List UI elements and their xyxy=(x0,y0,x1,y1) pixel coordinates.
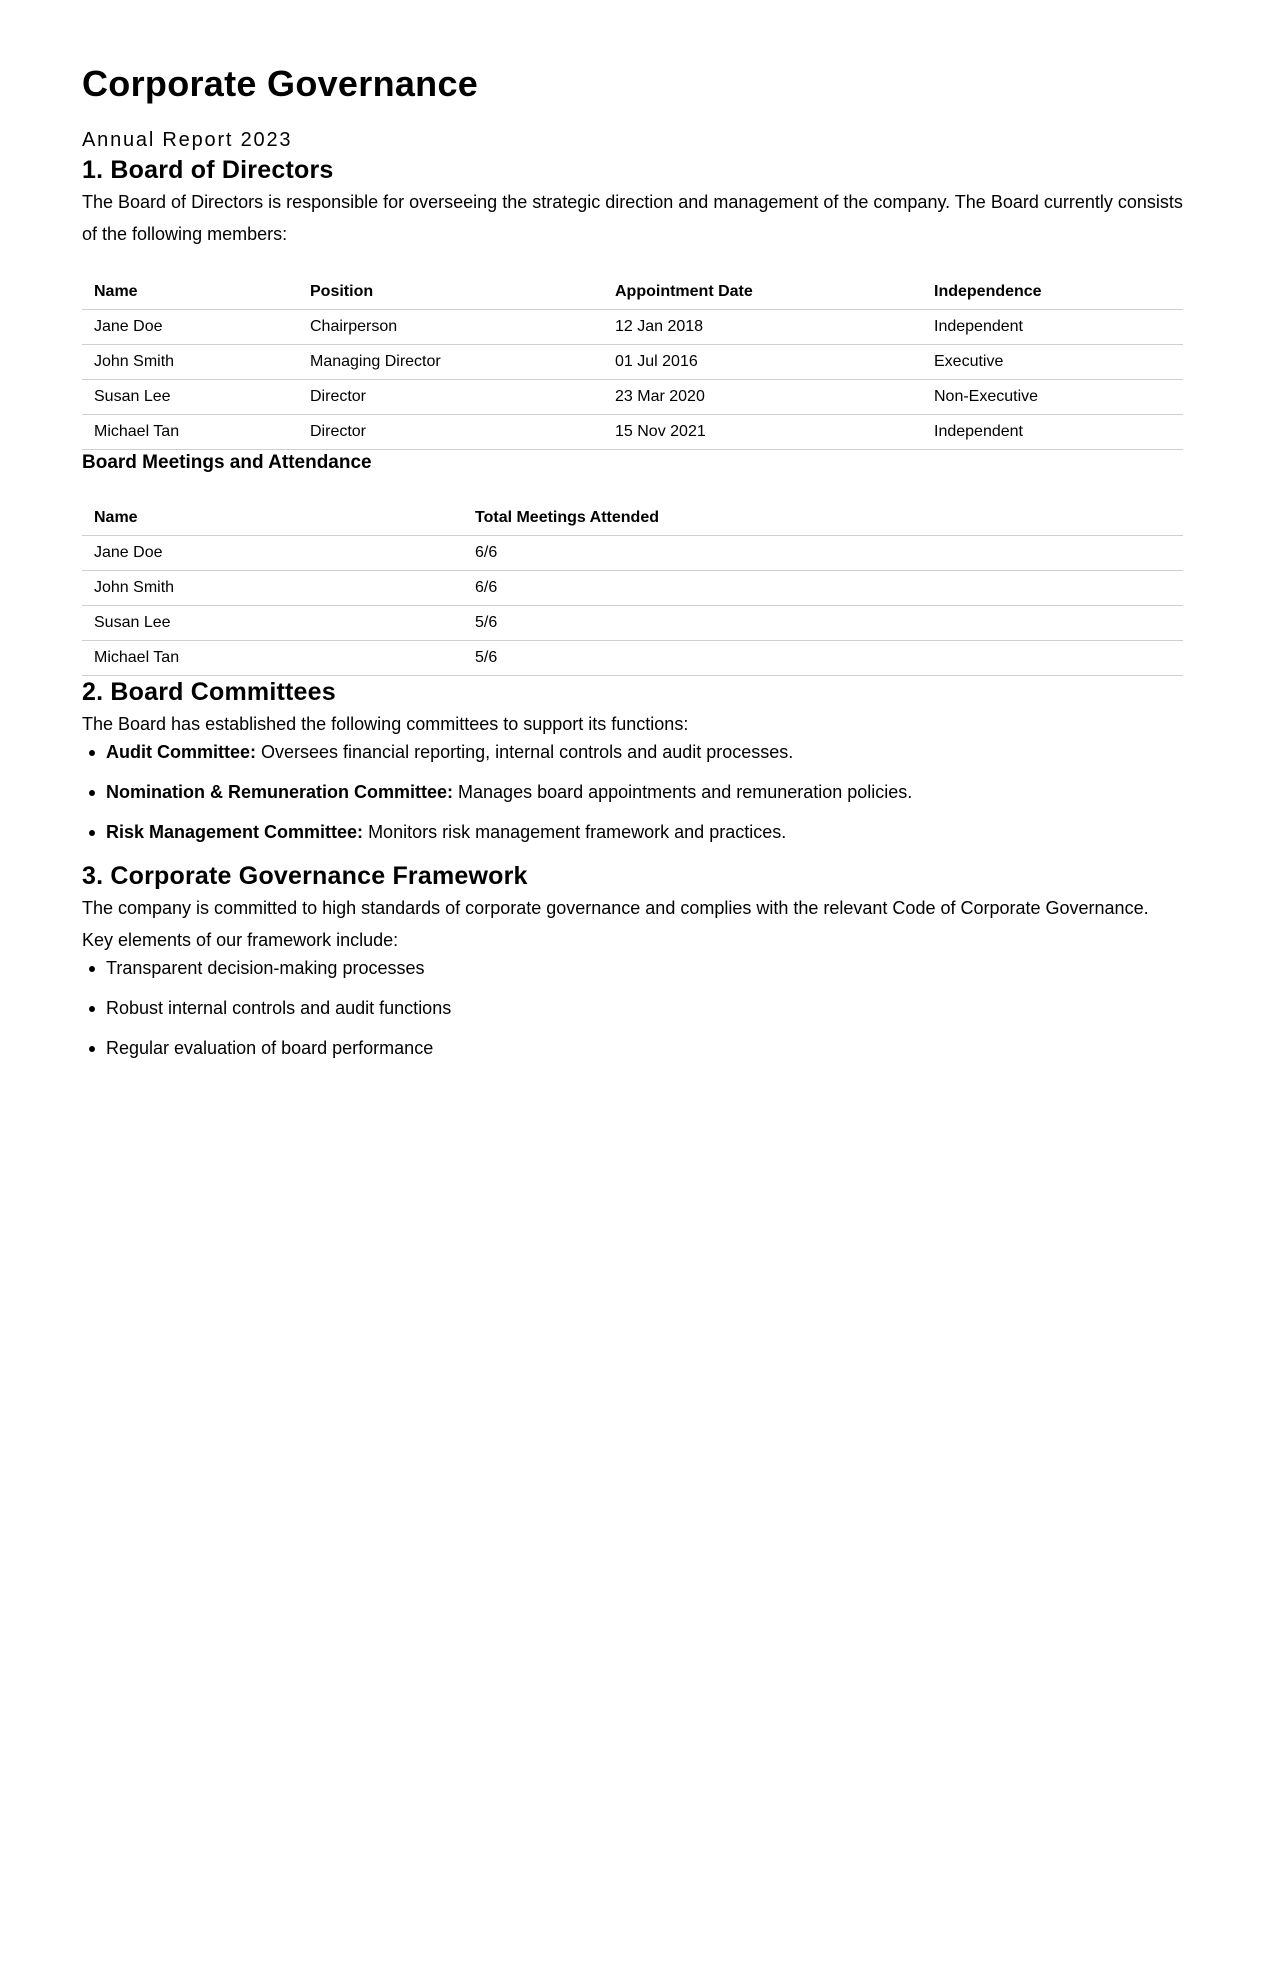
page-subtitle: Annual Report 2023 xyxy=(82,129,293,151)
list-item xyxy=(106,1036,1183,1060)
attendee-name: Michael Tan xyxy=(82,641,463,676)
committee-name: Nomination & Remuneration Committee: xyxy=(106,782,454,802)
director-name: John Smith xyxy=(82,345,298,380)
column-header-position: Position xyxy=(298,274,603,310)
director-name: Jane Doe xyxy=(82,310,298,345)
table-row xyxy=(82,380,1183,415)
board-of-directors-section xyxy=(82,154,1183,676)
directors-table xyxy=(82,274,1183,450)
list-item xyxy=(106,820,1183,844)
director-position: Chairperson xyxy=(298,310,603,345)
bullet-icon xyxy=(89,1006,95,1012)
table-row xyxy=(82,310,1183,345)
framework-item-text: Regular evaluation of board performance xyxy=(106,1038,434,1058)
committee-name: Risk Management Committee: xyxy=(106,822,364,842)
committee-description: Manages board appointments and remuneration policies. xyxy=(453,782,913,802)
table-row xyxy=(82,345,1183,380)
director-appointment-date: 23 Mar 2020 xyxy=(603,380,922,415)
column-header-name: Name xyxy=(82,500,463,536)
board-committees-section xyxy=(82,676,1183,844)
directors-table-header-row xyxy=(82,274,1183,310)
framework-item-text: Robust internal controls and audit functions xyxy=(106,998,452,1018)
board-of-directors-heading: 1. Board of Directors xyxy=(82,156,334,184)
director-position: Director xyxy=(298,380,603,415)
meetings-attended: 5/6 xyxy=(463,641,1183,676)
director-position: Managing Director xyxy=(298,345,603,380)
board-of-directors-intro: The Board of Directors is responsible for overseeing the strategic direction and management of the company. The Board currently consists of the following members: xyxy=(82,192,1183,244)
bullet-icon xyxy=(89,1046,95,1052)
attendee-name: John Smith xyxy=(82,571,463,606)
director-name: Susan Lee xyxy=(82,380,298,415)
column-header-name: Name xyxy=(82,274,298,310)
meetings-attended: 5/6 xyxy=(463,606,1183,641)
board-committees-heading: 2. Board Committees xyxy=(82,678,336,706)
attendee-name: Susan Lee xyxy=(82,606,463,641)
director-appointment-date: 12 Jan 2018 xyxy=(603,310,922,345)
governance-framework-intro: The company is committed to high standards of corporate governance and complies with the relevant Code of Corporate Governance. Key elements of our framework include: xyxy=(82,898,1149,950)
director-independence: Independent xyxy=(922,415,1183,450)
committees-list xyxy=(82,740,1183,844)
column-header-total-meetings-attended: Total Meetings Attended xyxy=(463,500,1183,536)
director-independence: Independent xyxy=(922,310,1183,345)
table-row xyxy=(82,571,1183,606)
list-item xyxy=(106,956,1183,980)
bullet-icon xyxy=(89,750,95,756)
list-item xyxy=(106,740,1183,764)
attendance-table-header-row xyxy=(82,500,1183,536)
table-row xyxy=(82,536,1183,571)
bullet-icon xyxy=(89,790,95,796)
director-independence: Executive xyxy=(922,345,1183,380)
committee-description: Monitors risk management framework and practices. xyxy=(363,822,787,842)
framework-list xyxy=(82,956,1183,1060)
director-independence: Non-Executive xyxy=(922,380,1183,415)
committee-name: Audit Committee: xyxy=(106,742,256,762)
board-meetings-heading: Board Meetings and Attendance xyxy=(82,452,372,473)
director-appointment-date: 01 Jul 2016 xyxy=(603,345,922,380)
meetings-attended: 6/6 xyxy=(463,571,1183,606)
list-item xyxy=(106,780,1183,804)
director-appointment-date: 15 Nov 2021 xyxy=(603,415,922,450)
bullet-icon xyxy=(89,966,95,972)
director-position: Director xyxy=(298,415,603,450)
table-row xyxy=(82,415,1183,450)
table-row xyxy=(82,606,1183,641)
attendance-table xyxy=(82,500,1183,676)
director-name: Michael Tan xyxy=(82,415,298,450)
governance-framework-section xyxy=(82,860,1183,1060)
committee-description: Oversees financial reporting, internal controls and audit processes. xyxy=(256,742,794,762)
meetings-attended: 6/6 xyxy=(463,536,1183,571)
board-committees-intro: The Board has established the following committees to support its functions: xyxy=(82,714,689,734)
bullet-icon xyxy=(89,830,95,836)
column-header-independence: Independence xyxy=(922,274,1183,310)
governance-framework-heading: 3. Corporate Governance Framework xyxy=(82,862,528,890)
page-title: Corporate Governance xyxy=(82,63,479,104)
table-row xyxy=(82,641,1183,676)
attendee-name: Jane Doe xyxy=(82,536,463,571)
list-item xyxy=(106,996,1183,1020)
framework-item-text: Transparent decision-making processes xyxy=(106,958,425,978)
column-header-appointment-date: Appointment Date xyxy=(603,274,922,310)
